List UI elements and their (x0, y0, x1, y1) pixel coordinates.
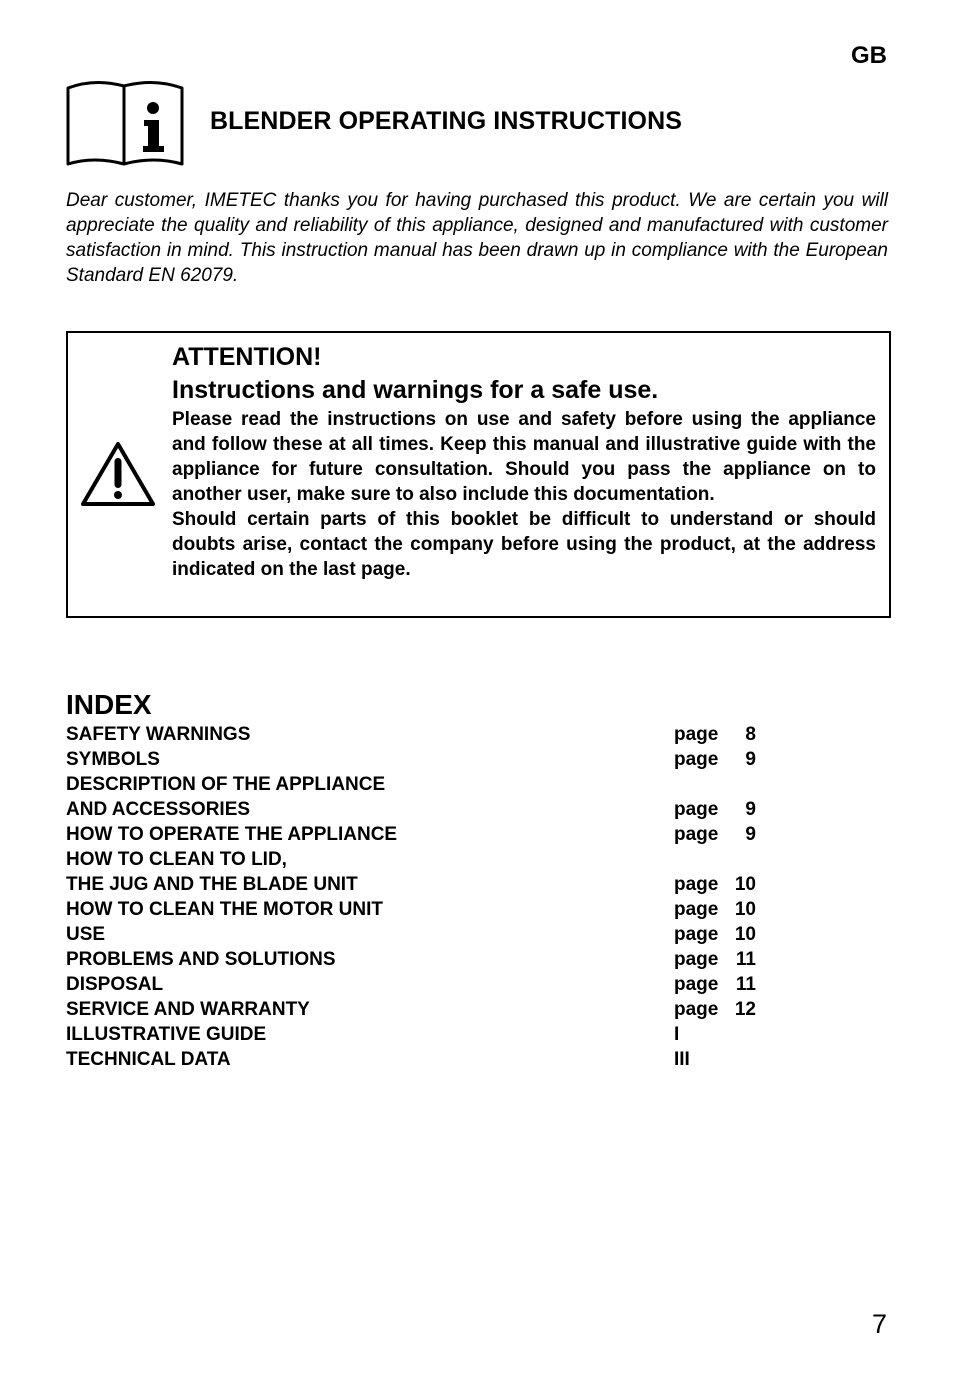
page-word: page (674, 974, 719, 995)
page-num: 9 (745, 824, 756, 845)
page-word: page (674, 999, 719, 1020)
page-num: 9 (745, 799, 756, 820)
index-row (66, 947, 766, 972)
index-row (66, 822, 766, 847)
page-roman: I (674, 1024, 680, 1045)
index-label: SERVICE AND WARRANTY (66, 999, 310, 1020)
page-num: 12 (734, 999, 756, 1020)
index-heading: INDEX (66, 689, 152, 720)
index-row (66, 997, 766, 1022)
document-title: BLENDER OPERATING INSTRUCTIONS (210, 107, 682, 135)
index-label: THE JUG AND THE BLADE UNIT (66, 874, 358, 895)
index-row (66, 972, 766, 997)
attention-text (172, 341, 876, 582)
page-num: 10 (734, 924, 756, 945)
page-word: page (674, 924, 719, 945)
page-word: page (674, 949, 719, 970)
page-num: 10 (734, 899, 756, 920)
page-word: page (674, 874, 719, 895)
language-code: GB (851, 42, 887, 69)
index-label: ILLUSTRATIVE GUIDE (66, 1024, 267, 1045)
attention-box (66, 331, 891, 618)
warning-triangle-icon (80, 440, 156, 508)
index-label: USE (66, 924, 106, 945)
index-label: SYMBOLS (66, 749, 160, 770)
index-row (66, 1022, 766, 1047)
index-row (66, 897, 766, 922)
attention-paragraph-1: Please read the instructions on use and safety before using the appliance and follow these at all times. Keep this manual and illustrative guide with the appliance for future consultation. Should you pass the appliance on to another user, make sure to also include this documentation. (172, 409, 876, 505)
index-row (66, 797, 766, 822)
index-row (66, 847, 766, 872)
index-label: DISPOSAL (66, 974, 164, 995)
index-row (66, 772, 766, 797)
page-num: 8 (745, 724, 756, 745)
index-label: SAFETY WARNINGS (66, 724, 251, 745)
page-number: 7 (871, 1309, 887, 1339)
index-row (66, 747, 766, 772)
attention-subheading: Instructions and warnings for a safe use. (172, 376, 659, 404)
index-row (66, 922, 766, 947)
attention-heading: ATTENTION! (172, 343, 322, 371)
index-label: PROBLEMS AND SOLUTIONS (66, 949, 336, 970)
index-label: TECHNICAL DATA (66, 1049, 231, 1070)
page-word: page (674, 749, 719, 770)
page-word: page (674, 899, 719, 920)
page-num: 9 (745, 749, 756, 770)
index-label: HOW TO OPERATE THE APPLIANCE (66, 824, 398, 845)
page-num: 10 (734, 874, 756, 895)
page-num: 11 (735, 974, 756, 995)
index-list (66, 722, 766, 1072)
page-roman: III (674, 1049, 690, 1070)
page-word: page (674, 724, 719, 745)
index-label: AND ACCESSORIES (66, 799, 251, 820)
index-row (66, 872, 766, 897)
info-book-icon (64, 76, 186, 168)
page-word: page (674, 824, 719, 845)
page-word: page (674, 799, 719, 820)
attention-paragraph-2: Should certain parts of this booklet be difficult to understand or should doubts arise, contact the company before using the product, at the address indicated on the last page. (172, 509, 876, 580)
index-row (66, 722, 766, 747)
index-label: DESCRIPTION OF THE APPLIANCE (66, 774, 386, 795)
page-num: 11 (735, 949, 756, 970)
intro-paragraph: Dear customer, IMETEC thanks you for having purchased this product. We are certain you will appreciate the quality and reliability of this appliance, designed and manufactured with customer satisfaction in mind. This instruction manual has been drawn up in compliance with the European Standard EN 62079. (66, 190, 888, 286)
index-row (66, 1047, 766, 1072)
index-label: HOW TO CLEAN THE MOTOR UNIT (66, 899, 384, 920)
index-label: HOW TO CLEAN TO LID, (66, 849, 287, 870)
